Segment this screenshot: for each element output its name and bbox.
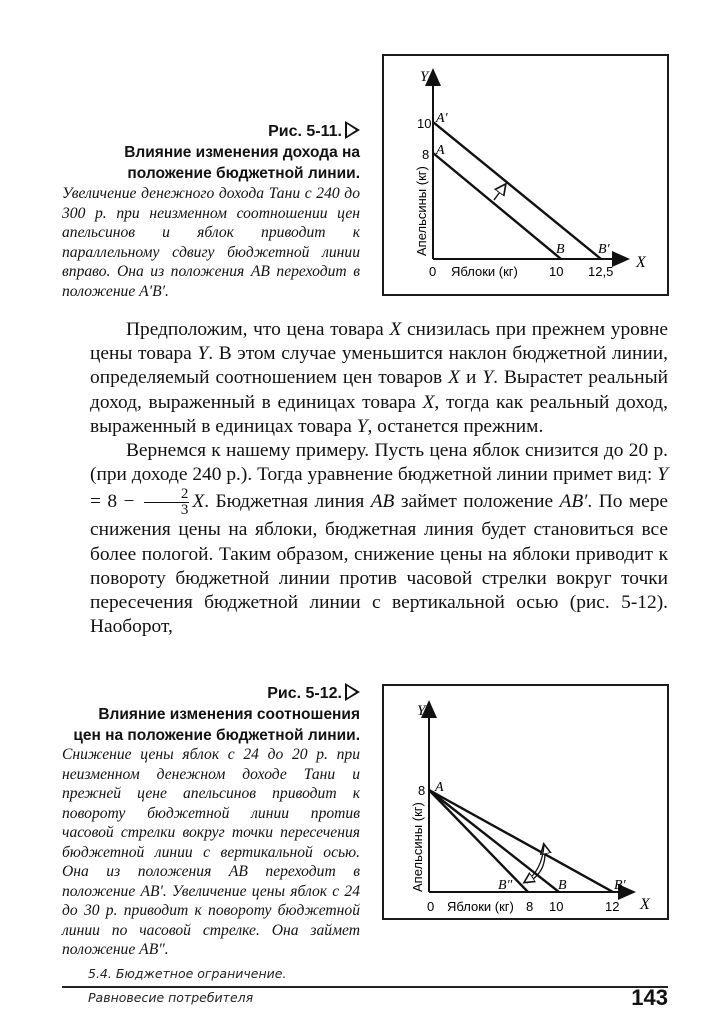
rotation-arrow-icon: [527, 845, 545, 883]
figure-5-11-title: [90, 121, 360, 184]
budget-line-ab-double-prime: [429, 790, 528, 892]
footer-chapter-title: Равновесие потребителя: [88, 990, 254, 1005]
paragraph: Предположим, что цена товара X снизилась при прежнем уровне цены товара Y. В этом случае уменьшится наклон бюджетной линии, определяемый соотношением цен товаров X и Y. Вырастет реальный доход, выраженный в единицах товара X, тогда как реальный доход, выраженный в единицах товара Y, останется прежним.: [90, 319, 669, 437]
svg-text:10: 10: [549, 899, 564, 914]
budget-line-ab-prime: [429, 790, 613, 892]
svg-text:B″: B″: [498, 878, 513, 893]
rotation-arrow-icon: [525, 845, 544, 882]
figure-title-line: Влияние изменения соотношения: [98, 706, 360, 723]
page-number: 143: [631, 985, 668, 1010]
svg-text:B: B: [556, 242, 565, 257]
svg-text:Апельсины (кг): Апельсины (кг): [410, 802, 425, 892]
figure-5-11-chart: [382, 54, 669, 296]
footer-section-title: 5.4. Бюджетное ограничение.: [88, 966, 287, 981]
svg-text:0: 0: [429, 264, 437, 279]
fraction: $\frac{2}{3}$: [144, 487, 190, 518]
svg-text:Яблоки (кг): Яблоки (кг): [447, 899, 514, 914]
svg-text:8: 8: [418, 783, 426, 798]
svg-text:B′: B′: [598, 242, 610, 257]
svg-text:8: 8: [422, 147, 430, 162]
figure-5-12-caption: Снижение цены яблок с 24 до 20 р. при неизменном денежном доходе Тани и прежней цене апельсинов приводит к повороту бюджетной линии против часовой стрелки вокруг точки пересечения бюджетной линии с вертикальной осью. Она из положения AB переходит в положение AB′. Увеличение цены яблок с 24 до 30 р. приводит к повороту бюджетной линии по часовой стрелке. Она займет положение AB″.: [62, 746, 360, 958]
pointer-triangle-icon: [345, 683, 360, 701]
paragraph: Вернемся к нашему примеру. Пусть цена яблок снизится до 20 р. (при доходе 240 р.). Тогда уравнение бюджетной линии примет вид: Y = 8 − $\frac{2}{3}$ X. Бюджетная линия AB займет положение AB′. По мере снижения цены на яблоки, бюджетная линия будет становиться все более пологой. Таким образом, снижение цены на яблоки приводит к повороту бюджетной линии против часовой стрелки вокруг точки пересечения бюджетной линии с вертикальной осью (рис. 5-12). Наоборот,: [90, 440, 668, 638]
svg-text:Апельсины (кг): Апельсины (кг): [414, 166, 429, 256]
svg-text:X: X: [636, 254, 646, 271]
figure-5-12-title: [62, 683, 360, 746]
svg-text:B: B: [558, 878, 567, 893]
svg-text:8: 8: [526, 899, 534, 914]
svg-text:A′: A′: [436, 111, 448, 126]
svg-text:X: X: [640, 896, 650, 913]
footer-divider: [62, 986, 668, 988]
figure-title-line: Влияние изменения дохода на: [124, 144, 360, 161]
svg-text:10: 10: [417, 116, 432, 131]
svg-text:12,5: 12,5: [588, 264, 614, 279]
figure-number: Рис. 5-11.: [268, 123, 342, 140]
figure-5-11-caption: Увеличение денежного дохода Тани с 240 до 300 р. при неизменном соотношении цен апельсинов и яблок приводит к параллельному сдвигу бюджетной линии вправо. Она из положения AB переходит в положение A′B′.: [62, 185, 360, 300]
svg-text:Яблоки (кг): Яблоки (кг): [451, 264, 518, 279]
figure-title-line: цен на положение бюджетной линии.: [73, 727, 360, 744]
svg-text:12: 12: [605, 899, 620, 914]
svg-text:10: 10: [549, 264, 564, 279]
figure-number: Рис. 5-12.: [267, 685, 342, 702]
svg-text:A: A: [436, 143, 445, 158]
svg-text:A: A: [435, 780, 444, 795]
body-text: [90, 318, 668, 639]
figure-5-12-chart: [382, 684, 669, 920]
svg-text:0: 0: [427, 899, 435, 914]
budget-line-a-prime-b-prime: [433, 122, 601, 259]
figure-title-line: положение бюджетной линии.: [127, 165, 360, 182]
svg-text:Y: Y: [420, 69, 429, 85]
budget-line-ab: [429, 790, 559, 892]
svg-text:Y: Y: [417, 703, 426, 719]
budget-line-ab: [433, 153, 561, 259]
pointer-triangle-icon: [345, 121, 360, 139]
svg-text:B′: B′: [614, 878, 626, 893]
shift-arrow-icon: [494, 185, 505, 200]
